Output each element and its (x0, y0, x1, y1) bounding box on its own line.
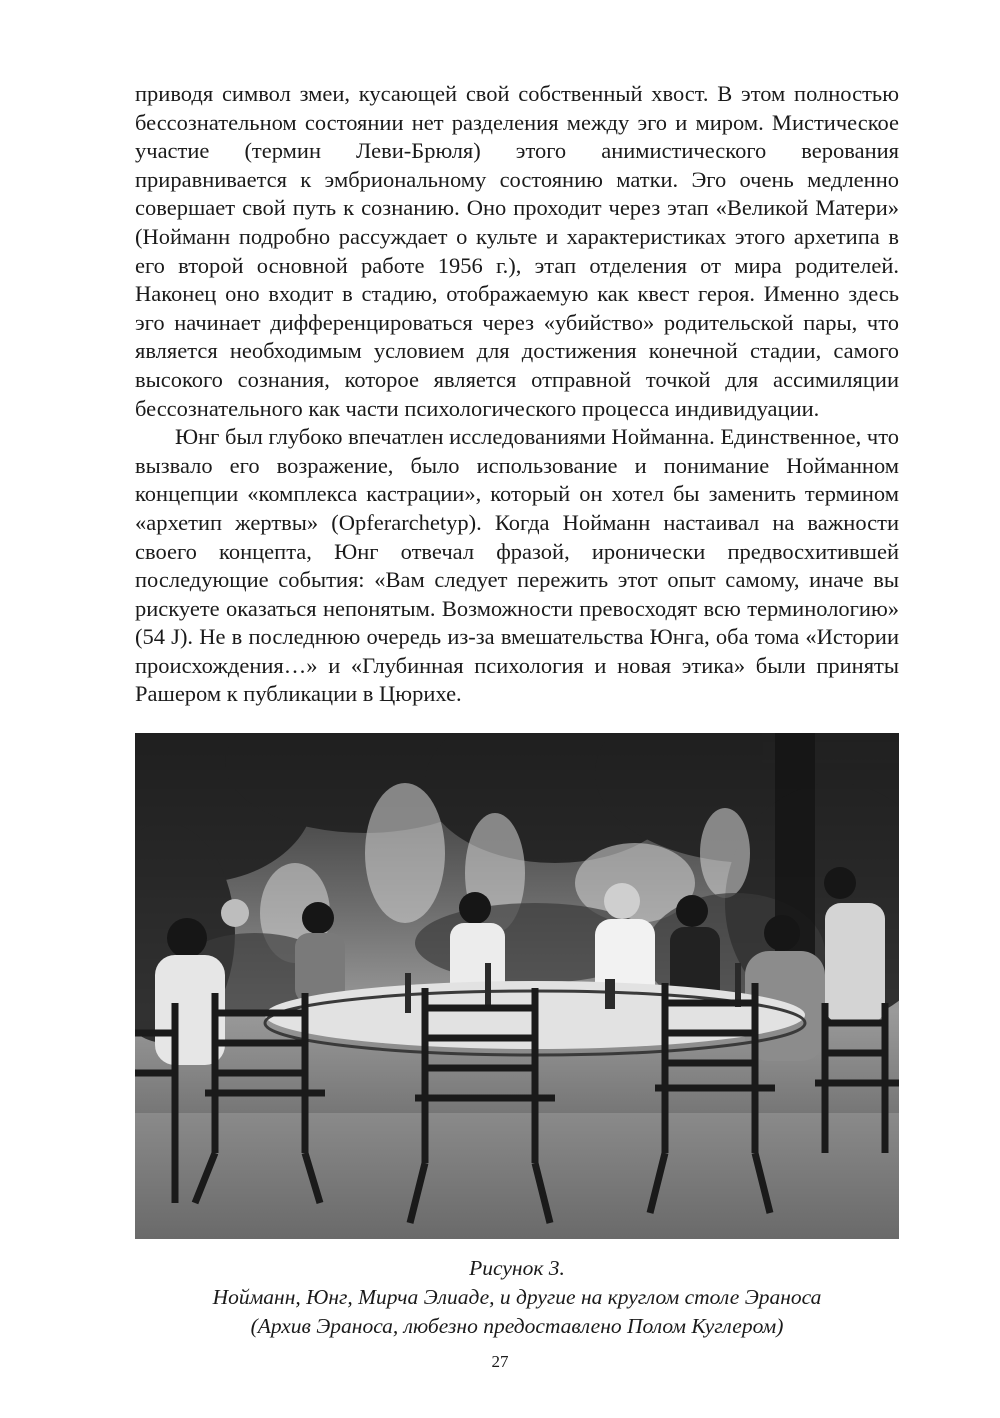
page-number: 27 (491, 1352, 509, 1371)
figure-caption-line-2: (Архив Эраноса, любезно предоставлено Полом Куглером) (250, 1314, 784, 1338)
figure-label: Рисунок 3. (469, 1256, 565, 1280)
paragraph-2: Юнг был глубоко впечатлен исследованиями Нойманна. Единственное, что вызвало его возражение, было использование и понимание Нойманном концепции «комплекса кастрации», который он хотел бы заменить термином «архетип жертвы» (Opferarchetyp). Когда Нойманн настаивал на важности своего концепта, Юнг отвечал фразой, иронически предвосхитившей последующие события: «Вам следует пережить этот опыт самому, иначе вы рискуете оказаться непонятым. Возможности превосходят всю терминологию» (54 J). Не в последнюю очередь из-за вмешательства Юнга, оба тома «Истории происхождения…» и «Глубинная психология и новая этика» были приняты Рашером к публикации в Цюрихе. (135, 424, 899, 707)
paragraph-1: приводя символ змеи, кусающей свой собственный хвост. В этом полностью бессознательном состоянии нет разделения между эго и миром. Мистическое участие (термин Леви-Брюля) этого анимистического верования приравнивается к эмбриональному состоянию матки. Эго очень медленно совершает свой путь к сознанию. Оно проходит через этап «Великой Матери» (Нойманн подробно рассуждает о культе и характеристиках этого архетипа в его второй основной работе 1956 г.), этап отделения от мира родителей. Наконец оно входит в стадию, отображаемую как квест героя. Именно здесь эго начинает дифференцироваться через «убийство» родительской пары, что является необходимым условием для достижения конечной стадии, самого высокого сознания, которое является отправной точкой для ассимиляции бессознательного как части психологического процесса индивидуации. (135, 81, 899, 421)
figure-photo (135, 733, 899, 1239)
figure-caption-line-1: Нойманн, Юнг, Мирча Элиаде, и другие на круглом столе Эраноса (212, 1285, 822, 1309)
figure-caption (135, 1254, 899, 1341)
body-text (135, 80, 899, 709)
